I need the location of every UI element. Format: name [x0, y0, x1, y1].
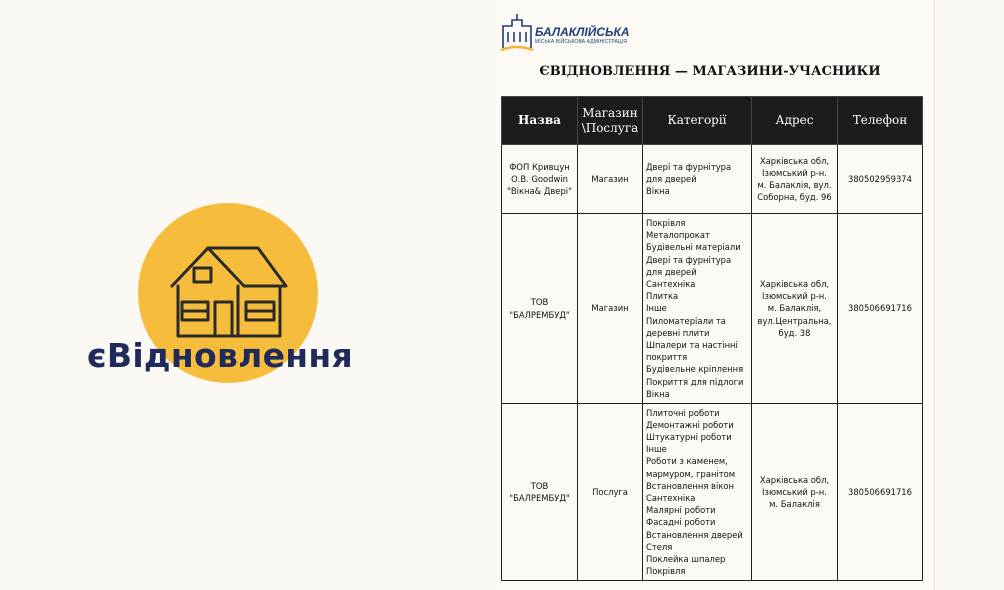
name-line: ФОП Кривцун — [509, 161, 570, 172]
category-line: Покрівля — [646, 218, 686, 229]
name-line: О.В. Goodwin — [511, 173, 568, 184]
name-line: "БАЛРЕМБУД" — [509, 493, 570, 503]
table-row — [502, 404, 923, 581]
category-line: Будівельне кріплення — [646, 364, 744, 375]
cell-type: Послуга — [578, 404, 643, 581]
address-line: м. Балаклія — [769, 499, 820, 510]
category-line: Покрівля — [646, 566, 686, 577]
cell-categories — [643, 404, 752, 581]
cell-address — [752, 404, 838, 581]
name-line: "Вікна& Двері" — [507, 186, 572, 197]
category-line: Вікна — [646, 388, 670, 399]
category-line: Шпалери та настінні — [646, 339, 738, 350]
header-categories: Категорії — [643, 97, 752, 145]
address-line: Ізюмський р-н. — [762, 167, 827, 178]
brand-title: єВідновлення — [87, 336, 353, 375]
address-line: Соборна, буд. 96 — [757, 192, 832, 203]
header-type-line1: Магазин — [582, 105, 638, 120]
category-line: Встановлення вікон — [646, 480, 734, 491]
address-line: м. Балаклія, вул. — [757, 180, 832, 190]
cell-name — [502, 214, 578, 404]
shops-table — [501, 96, 923, 581]
city-hall-icon — [500, 12, 534, 54]
header-type-line2: \Послуга — [581, 120, 639, 135]
table-header-row — [502, 97, 923, 145]
category-line: покриття — [646, 352, 688, 363]
cell-address — [752, 145, 838, 214]
cell-type: Магазин — [578, 145, 643, 214]
category-line: Сантехніка — [646, 279, 696, 290]
cell-phone: 380506691716 — [838, 404, 923, 581]
cell-type: Магазин — [578, 214, 643, 404]
header-name: Назва — [502, 97, 578, 145]
category-line: для дверей — [646, 266, 697, 277]
category-line: Малярні роботи — [646, 505, 716, 516]
cell-name — [502, 404, 578, 581]
cell-categories — [643, 214, 752, 404]
address-line: Харківська обл, — [759, 474, 830, 485]
house-icon — [168, 240, 290, 340]
category-line: Фасадні роботи — [646, 517, 716, 528]
category-line: Двері та фурнітура — [646, 161, 732, 172]
name-line: ТОВ — [530, 480, 549, 491]
table-row — [502, 214, 923, 404]
category-line: Штукатурні роботи — [646, 432, 732, 443]
header-type — [578, 97, 643, 145]
category-line: Поклейка шпалер — [646, 553, 726, 564]
cell-phone: 380506691716 — [838, 214, 923, 404]
cell-categories — [643, 145, 752, 214]
category-line: Пиломатеріали та — [646, 315, 726, 326]
document-title: ЄВІДНОВЛЕННЯ — МАГАЗИНИ-УЧАСНИКИ — [539, 64, 881, 79]
category-line: для дверей — [646, 173, 697, 184]
header-phone: Телефон — [838, 97, 923, 145]
category-line: Плиточні роботи — [646, 407, 720, 418]
category-line: Двері та фурнітура — [646, 254, 732, 265]
cell-address — [752, 214, 838, 404]
category-line: Інше — [646, 444, 667, 455]
name-line: "БАЛРЕМБУД" — [509, 309, 570, 320]
category-line: Металопрокат — [646, 230, 710, 241]
category-line: Встановлення дверей — [646, 529, 743, 540]
category-line: мармуром, гранітом — [646, 468, 736, 479]
category-line: Стеля — [646, 541, 673, 552]
cell-name — [502, 145, 578, 214]
header-address: Адрес — [752, 97, 838, 145]
cell-phone: 380502959374 — [838, 145, 923, 214]
category-line: Роботи з каменем, — [646, 456, 728, 467]
address-line: буд. 38 — [778, 327, 811, 338]
category-line: Вікна — [646, 186, 670, 197]
category-line: Будівельні матеріали — [646, 242, 741, 253]
category-line: деревні плити — [646, 327, 710, 338]
category-line: Покриття для підлоги — [646, 376, 744, 387]
category-line: Інше — [646, 303, 667, 314]
address-line: вул.Центральна, — [757, 315, 832, 326]
category-line: Сантехніка — [646, 493, 696, 503]
name-line: ТОВ — [530, 297, 549, 308]
address-line: Ізюмський р-н. — [762, 291, 827, 302]
table-row — [502, 145, 923, 214]
logo-subtitle: МІСЬКА ВІЙСЬКОВА АДМІНІСТРАЦІЯ — [535, 39, 627, 45]
address-line: Харківська обл, — [759, 279, 830, 290]
address-line: Ізюмський р-н. — [762, 486, 827, 497]
category-line: Демонтажні роботи — [646, 419, 734, 430]
promo-panel — [0, 0, 490, 590]
document-edge — [934, 0, 935, 590]
category-line: Плитка — [646, 291, 679, 302]
address-line: м. Балаклія, — [767, 303, 822, 314]
logo-name: БАЛАКЛІЙСЬКА — [535, 25, 630, 39]
address-line: Харківська обл, — [759, 155, 830, 166]
